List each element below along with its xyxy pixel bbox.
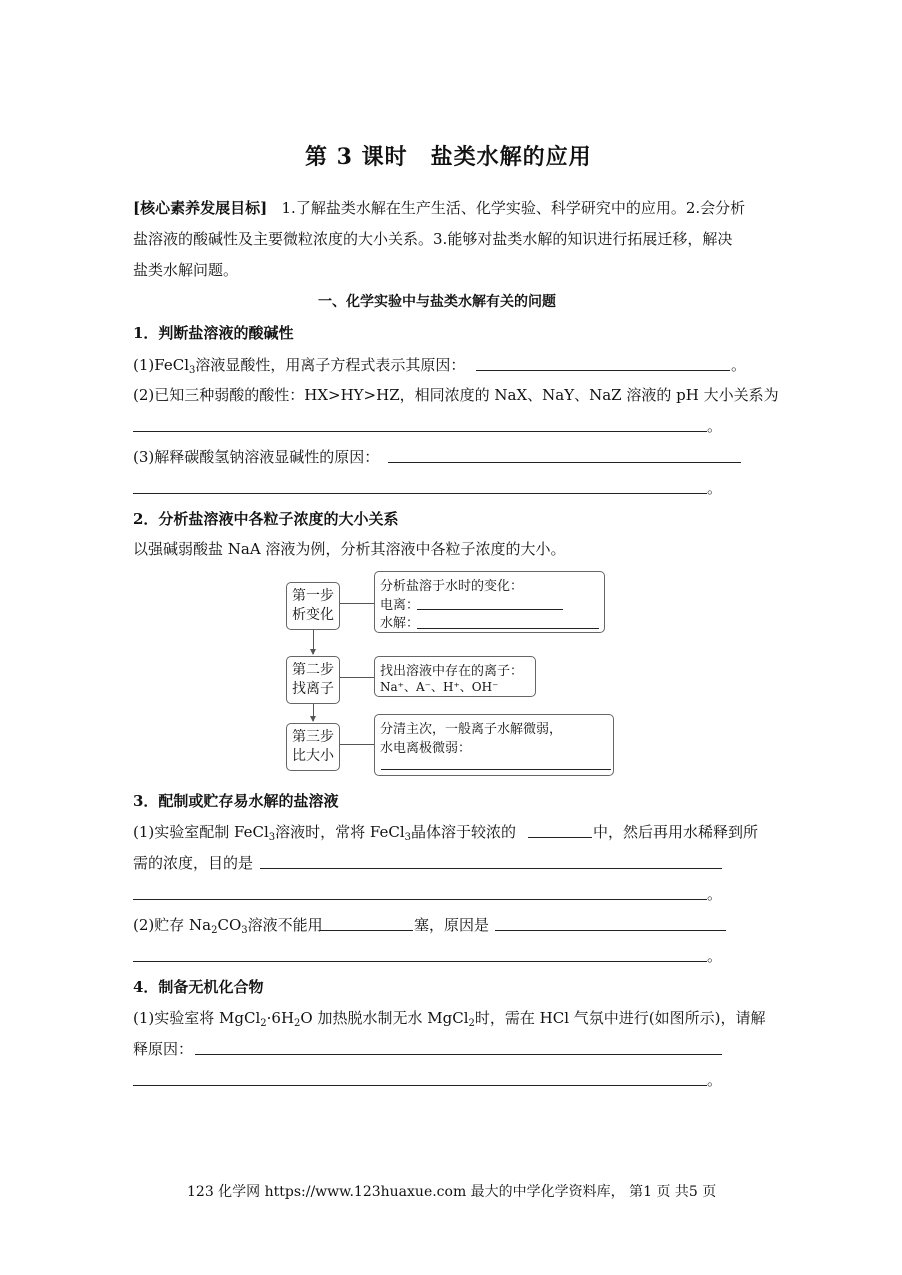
answer-blank[interactable]: [388, 462, 741, 463]
answer-blank[interactable]: [133, 899, 707, 900]
answer-blank[interactable]: [260, 868, 722, 869]
answer-blank[interactable]: [528, 837, 592, 838]
answer-blank[interactable]: [495, 930, 726, 931]
period: 。: [707, 947, 723, 965]
step-1-box: 第一步 析变化: [286, 582, 340, 630]
heading-3: 3．配制或贮存易水解的盐溶液: [133, 792, 339, 810]
question-3-1-cont: 中，然后再用水稀释到所: [593, 823, 759, 841]
period: 。: [731, 356, 747, 374]
question-1-3: (3)解释碳酸氢钠溶液显碱性的原因：: [133, 448, 380, 466]
section-heading: 一、化学实验中与盐类水解有关的问题: [318, 294, 556, 310]
info-box-3: 分清主次，一般离子水解微弱， 水电离极微弱：: [374, 714, 614, 776]
connector-line: [340, 744, 374, 745]
question-4-1: (1)实验室将 $MgCl_2\cdot 6H_2O$ 加热脱水制无水 MgCl$_2$时，需在 HCl 气氛中进行(如图所示)，请解: [133, 1009, 766, 1029]
info-box-2: 找出溶液中存在的离子： Na⁺、A⁻、H⁺、OH⁻: [374, 656, 536, 697]
step-2-box: 第二步 找离子: [286, 656, 340, 704]
question-4-1-line2: 释原因：: [133, 1040, 194, 1058]
intro-text-1: 1.了解盐类水解在生产生活、化学实验、科学研究中的应用。2.会分析: [281, 199, 746, 217]
step-3-box: 第三步 比大小: [286, 723, 340, 771]
question-1-2: (2)已知三种弱酸的酸性：HX>HY>HZ，相同浓度的 NaX、NaY、NaZ 溶液的 pH 大小关系为: [133, 386, 779, 404]
period: 。: [707, 417, 723, 435]
heading-1: 1．判断盐溶液的酸碱性: [133, 324, 294, 342]
heading-4: 4．制备无机化合物: [133, 978, 264, 996]
answer-blank[interactable]: [133, 1085, 707, 1086]
info-box-1: 分析盐溶于水时的变化： 电离： 水解：: [374, 571, 605, 633]
answer-blank[interactable]: [417, 609, 563, 610]
question-3-2-cont: 塞，原因是: [414, 916, 490, 934]
answer-blank[interactable]: [133, 431, 707, 432]
answer-blank[interactable]: [133, 493, 707, 494]
answer-blank[interactable]: [417, 628, 599, 629]
intro-line-1: [133, 197, 745, 218]
down-arrow-icon: [313, 630, 314, 654]
period: 。: [707, 885, 723, 903]
answer-blank[interactable]: [133, 961, 707, 962]
answer-blank[interactable]: [195, 1054, 722, 1055]
connector-line: [340, 603, 374, 604]
period: 。: [707, 479, 723, 497]
question-3-1-line2: 需的浓度，目的是: [133, 854, 254, 872]
question-1-1: (1)FeCl$_3$溶液显酸性，用离子方程式表示其原因：: [133, 356, 466, 376]
down-arrow-icon: [313, 704, 314, 721]
answer-blank[interactable]: [381, 769, 611, 770]
connector-line: [340, 677, 374, 678]
heading-2-text: 以强碱弱酸盐 NaA 溶液为例，分析其溶液中各粒子浓度的大小。: [133, 540, 566, 558]
question-3-1: (1)实验室配制 FeCl$_3$溶液时，常将 FeCl$_3$晶体溶于较浓的: [133, 823, 517, 843]
answer-blank[interactable]: [320, 930, 413, 931]
page-footer: 123 化学网 https://www.123huaxue.com 最大的中学化学资料库， 第1 页 共5 页: [187, 1184, 717, 1200]
intro-tag: [核心素养发展目标]: [133, 199, 268, 217]
heading-2: 2．分析盐溶液中各粒子浓度的大小关系: [133, 510, 399, 528]
intro-line-3: 盐类水解问题。: [133, 261, 239, 279]
question-3-2: (2)贮存 $Na_2CO_3$溶液不能用: [133, 916, 323, 936]
answer-blank[interactable]: [476, 370, 730, 371]
intro-line-2: 盐溶液的酸碱性及主要微粒浓度的大小关系。3.能够对盐类水解的知识进行拓展迁移，解决: [133, 230, 733, 248]
period: 。: [707, 1071, 723, 1089]
page-title: 第 3 课时 盐类水解的应用: [305, 144, 592, 170]
